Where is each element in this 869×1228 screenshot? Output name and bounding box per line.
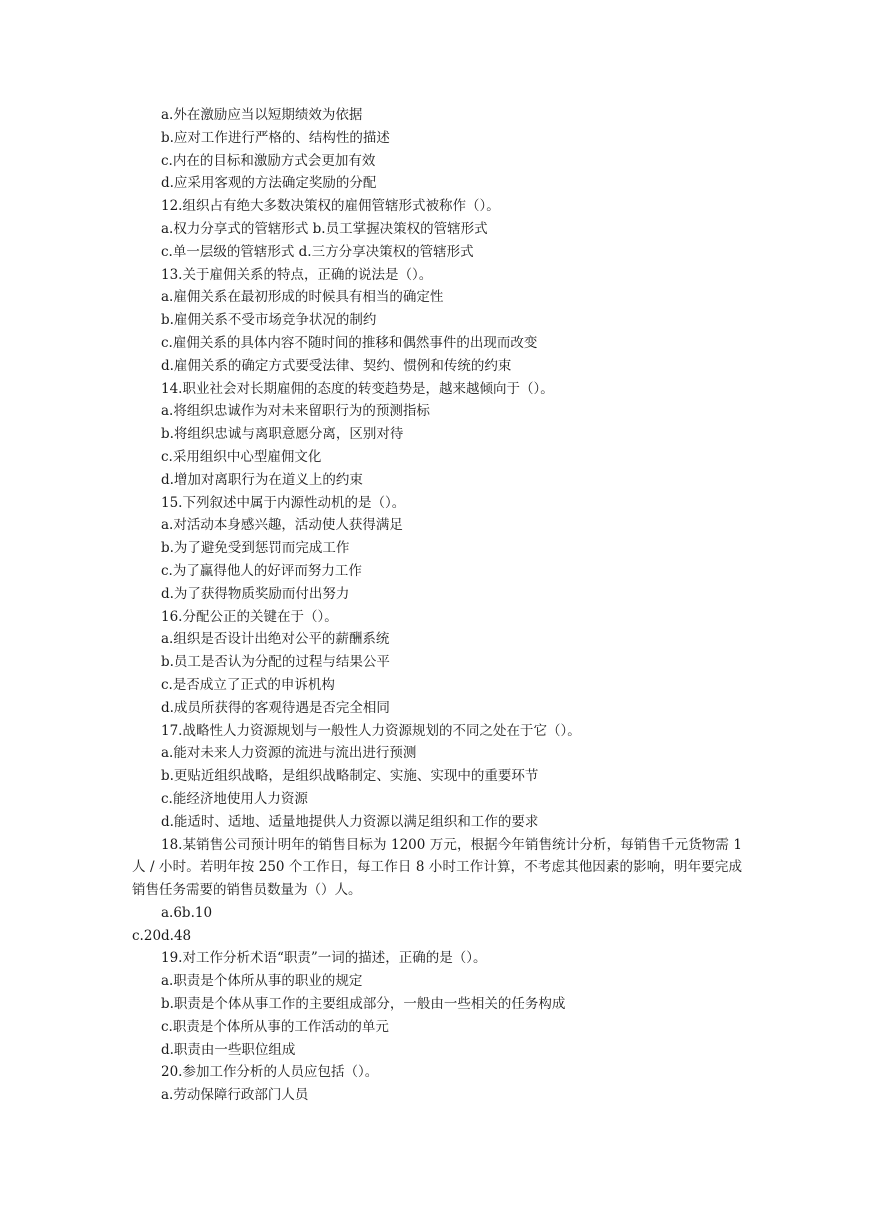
q19-stem: 19.对工作分析术语“职责”一词的描述，正确的是（）。	[161, 950, 487, 967]
q17-option-a: a.能对未来人力资源的流进与流出进行预测	[161, 745, 417, 762]
q14-option-c: c.采用组织中心型雇佣文化	[161, 448, 322, 465]
q17-option-d: d.能适时、适地、适量地提供人力资源以满足组织和工作的要求	[161, 813, 539, 830]
q14-stem: 14.职业社会对长期雇佣的态度的转变趋势是，越来越倾向于（）。	[161, 380, 554, 397]
q19-option-b: b.职责是个体从事工作的主要组成部分，一般由一些相关的任务构成	[161, 996, 566, 1013]
q13-stem: 13.关于雇佣关系的特点，正确的说法是（）。	[161, 266, 433, 283]
q18-options-ab: a.6b.10	[161, 904, 213, 921]
q20-option-a: a.劳动保障行政部门人员	[161, 1087, 309, 1104]
q20-stem: 20.参加工作分析的人员应包括（）。	[161, 1064, 379, 1081]
q15-stem: 15.下列叙述中属于内源性动机的是（）。	[161, 494, 406, 511]
q12-options-cd: c.单一层级的管辖形式 d.三方分享决策权的管辖形式	[161, 243, 474, 260]
q14-option-d: d.增加对离职行为在道义上的约束	[161, 471, 363, 488]
q16-option-d: d.成员所获得的客观待遇是否完全相同	[161, 699, 390, 716]
q13-option-c: c.雇佣关系的具体内容不随时间的推移和偶然事件的出现而改变	[161, 334, 538, 351]
q19-option-d: d.职责由一些职位组成	[161, 1041, 296, 1058]
q16-option-a: a.组织是否设计出绝对公平的薪酬系统	[161, 631, 390, 648]
q17-option-b: b.更贴近组织战略，是组织战略制定、实施、实现中的重要环节	[161, 768, 539, 785]
q16-option-b: b.员工是否认为分配的过程与结果公平	[161, 654, 390, 671]
document-body	[132, 104, 742, 1107]
q17-option-c: c.能经济地使用人力资源	[161, 790, 308, 807]
q16-stem: 16.分配公正的关键在于（）。	[161, 608, 338, 625]
q11-option-a: a.外在激励应当以短期绩效为依据	[161, 107, 363, 123]
q15-option-a: a.对活动本身感兴趣，活动使人获得满足	[161, 517, 403, 534]
q12-stem: 12.组织占有绝大多数决策权的雇佣管辖形式被称作（）。	[161, 198, 500, 215]
q19-option-c: c.职责是个体所从事的工作活动的单元	[161, 1018, 389, 1035]
q15-option-b: b.为了避免受到惩罚而完成工作	[161, 540, 350, 557]
q13-option-b: b.雇佣关系不受市场竞争状况的制约	[161, 312, 377, 329]
q11-option-b: b.应对工作进行严格的、结构性的描述	[161, 129, 390, 146]
q11-option-c: c.内在的目标和激励方式会更加有效	[161, 152, 376, 169]
q12-options-ab: a.权力分享式的管辖形式 b.员工掌握决策权的管辖形式	[161, 220, 488, 237]
q17-stem: 17.战略性人力资源规划与一般性人力资源规划的不同之处在于它（）。	[161, 722, 581, 739]
q18-stem: 18.某销售公司预计明年的销售目标为 1200 万元，根据今年销售统计分析，每销售千元货物需 1 人 / 小时。若明年按 250 个工作日，每工作日 8 小时工作计算，不考虑其他因素的影响，明年要完成销售任务需要的销售员数量为（）人。	[132, 836, 742, 899]
q14-option-a: a.将组织忠诚作为对未来留职行为的预测指标	[161, 403, 430, 420]
q15-option-d: d.为了获得物质奖励而付出努力	[161, 585, 350, 602]
q14-option-b: b.将组织忠诚与离职意愿分离，区别对待	[161, 426, 404, 443]
q16-option-c: c.是否成立了正式的申诉机构	[161, 676, 335, 693]
q18-options-cd: c.20d.48	[132, 927, 192, 944]
q13-option-a: a.雇佣关系在最初形成的时候具有相当的确定性	[161, 289, 444, 306]
q11-option-d: d.应采用客观的方法确定奖励的分配	[161, 175, 377, 192]
q15-option-c: c.为了赢得他人的好评而努力工作	[161, 562, 362, 579]
q19-option-a: a.职责是个体所从事的职业的规定	[161, 973, 363, 990]
q13-option-d: d.雇佣关系的确定方式要受法律、契约、惯例和传统的约束	[161, 357, 512, 374]
